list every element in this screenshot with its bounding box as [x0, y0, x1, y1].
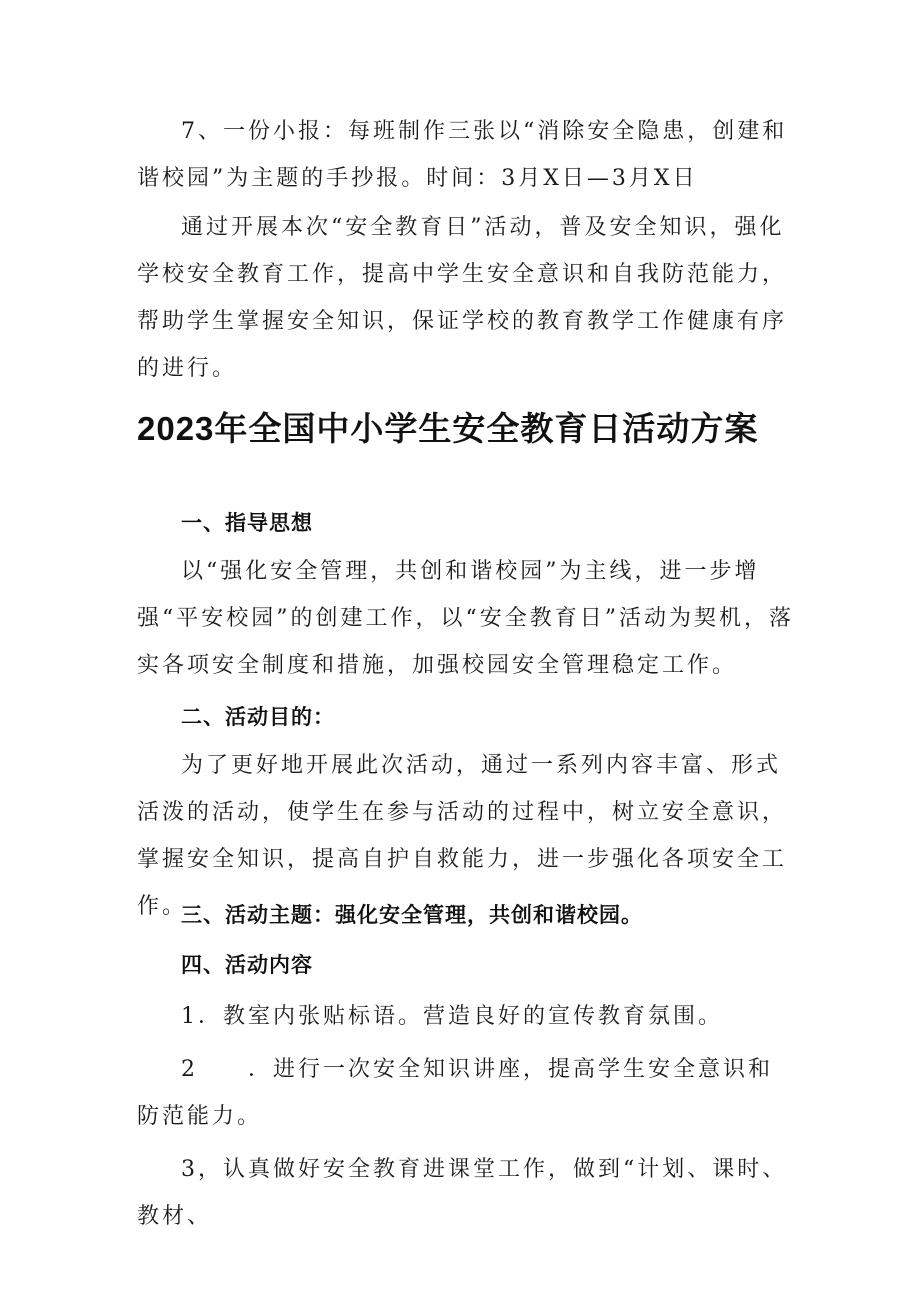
content-heading: 四、活动内容	[181, 953, 313, 977]
content-item-2: 2 ．进行一次安全知识讲座，提高学生安全意识和防范能力。	[137, 1057, 773, 1129]
guiding-heading: 一、指导思想	[181, 511, 313, 535]
item-7-paragraph: 7、一份小报：每班制作三张以“消除安全隐患，创建和谐校园”为主题的手抄报。时间：3月X日—3月X日	[137, 119, 788, 191]
content-item-1: 1．教室内张贴标语。营造良好的宣传教育氛围。	[181, 1004, 723, 1029]
document-title: 2023年全国中小学生安全教育日活动方案	[137, 410, 759, 447]
purpose-paragraph: 为了更好地开展此次活动，通过一系列内容丰富、形式活泼的活动，使学生在参与活动的过程中，树立安全意识，掌握安全知识，提高自护自救能力，进一步强化各项安全工作。	[137, 753, 788, 919]
theme-heading: 三、活动主题：强化安全管理，共创和谐校园。	[181, 903, 643, 927]
content-item-3: 3，认真做好安全教育进课堂工作，做到“计划、课时、教材、	[137, 1157, 788, 1229]
summary-paragraph: 通过开展本次“安全教育日”活动，普及安全知识，强化学校安全教育工作，提高中学生安全意识和自我防范能力，帮助学生掌握安全知识，保证学校的教育教学工作健康有序的进行。	[137, 215, 788, 381]
purpose-heading: 二、活动目的：	[181, 705, 335, 729]
guiding-paragraph: 以“强化安全管理，共创和谐校园”为主线，进一步增强“平安校园”的创建工作，以“安全教育日”活动为契机，落实各项安全制度和措施，加强校园安全管理稳定工作。	[137, 559, 794, 678]
